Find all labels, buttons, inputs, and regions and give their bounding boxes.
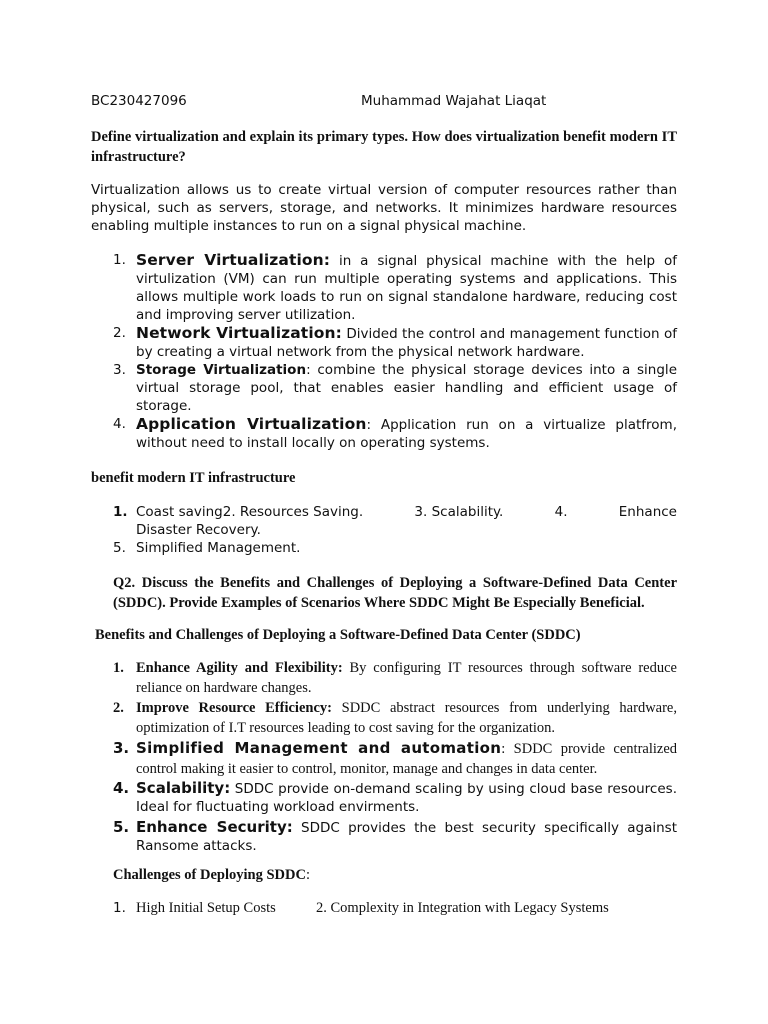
list-item-text: Divided the control and management function of by creating a virtual network from the physical network hardware. (136, 326, 677, 360)
list-number: 4. (113, 779, 130, 797)
list-number: 1. (113, 660, 124, 676)
list-item (91, 738, 677, 779)
benefit-list (91, 503, 677, 557)
list-item-text: SDDC abstract resources from underlying hardware, optimization of I.T resources leading to cost saving for the organization. (136, 700, 677, 736)
list-number: 2. (113, 700, 124, 716)
list-number: 4. (113, 416, 126, 432)
list-number: 3. (113, 739, 130, 757)
sddc-benefits-list (91, 658, 677, 855)
list-item-title: Network Virtualization: (136, 324, 342, 342)
challenge-item: 2. Complexity in Integration with Legacy Systems (316, 900, 609, 916)
question-1: Define virtualization and explain its primary types. How does virtualization benefit modern IT infrastructure? (91, 129, 677, 165)
challenges-list (91, 898, 677, 918)
list-item-title: Storage Virtualization (136, 362, 307, 378)
benefit-item: Enhance (618, 504, 677, 520)
list-number: 3. (113, 362, 126, 378)
benefit-item: Coast saving2. Resources Saving. (136, 504, 364, 520)
list-item (91, 415, 677, 452)
benefit-heading: benefit modern IT infrastructure (91, 470, 296, 486)
list-item-title: Enhance Security: (136, 818, 293, 836)
student-id: BC230427096 (91, 93, 187, 109)
list-item-text: SDDC provide on-demand scaling by using cloud base resources. Ideal for fluctuating workload envirments. (136, 781, 677, 815)
benefit-item: 3. Scalability. (414, 504, 504, 520)
sddc-subheading: Benefits and Challenges of Deploying a Software-Defined Data Center (SDDC) (95, 627, 581, 643)
list-number: 5. (113, 818, 130, 836)
list-item-title: Scalability: (136, 779, 231, 797)
student-name: Muhammad Wajahat Liaqat (361, 93, 547, 109)
list-number: 1. (113, 900, 126, 916)
benefit-item: Disaster Recovery. (136, 522, 261, 538)
challenges-heading-text: Challenges of Deploying SDDC (113, 867, 306, 883)
benefit-item: 4. (554, 504, 568, 520)
list-item (91, 503, 677, 539)
list-item-text: SDDC provides the best security specifically against Ransome attacks. (136, 820, 677, 854)
list-item (91, 324, 677, 361)
list-item (91, 898, 677, 918)
benefit-item: Simplified Management. (136, 540, 301, 556)
list-item-text: : combine the physical storage devices into a single virtual storage pool, that enables easier handling and efficient usage of storage. (136, 362, 677, 414)
challenges-heading-colon: : (305, 867, 310, 883)
list-item-text: : Application run on a virtualize platfrom, without need to install locally on operating systems. (136, 417, 677, 451)
list-number: 5. (113, 540, 126, 556)
question-2: Q2. Discuss the Benefits and Challenges of Deploying a Software-Defined Data Center (SDDC). Provide Examples of Scenarios Where SDDC Might Be Especially Beneficial. (113, 575, 677, 611)
list-item-title: Application Virtualization (136, 415, 367, 433)
list-number: 1. (113, 504, 128, 520)
list-item-title: Server Virtualization: (136, 251, 331, 269)
virtualization-types-list (91, 251, 677, 452)
list-item (91, 818, 677, 855)
list-item-text: By configuring IT resources through software reduce reliance on hardware changes. (136, 660, 677, 696)
challenge-item: High Initial Setup Costs (136, 900, 276, 916)
list-item (91, 251, 677, 324)
list-item-title: Simplified Management and automation (136, 739, 502, 757)
list-number: 1. (113, 252, 126, 268)
list-item (91, 779, 677, 816)
list-item (91, 658, 677, 698)
benefit-row (136, 503, 677, 521)
header (91, 92, 677, 110)
challenges-heading (113, 865, 677, 885)
intro-paragraph: Virtualization allows us to create virtual version of computer resources rather than physical, such as servers, storage, and networks. It minimizes hardware resources enabling multiple instances to run on a signal physical machine. (91, 182, 677, 234)
list-item (91, 698, 677, 738)
list-item-text: : SDDC provide centralized control making it easier to control, monitor, manage and changes in data center. (136, 741, 678, 777)
list-item-text: in a signal physical machine with the help of virtulization (VM) can run multiple operating systems and applications. This allows multiple work loads to run on signal standalone hardware, reducing cost and improving server utilization. (136, 253, 677, 323)
list-item (91, 361, 677, 415)
list-item-title: Improve Resource Efficiency: (136, 700, 332, 716)
list-item-title: Enhance Agility and Flexibility: (136, 660, 343, 676)
list-item (91, 539, 677, 557)
list-number: 2. (113, 325, 126, 341)
